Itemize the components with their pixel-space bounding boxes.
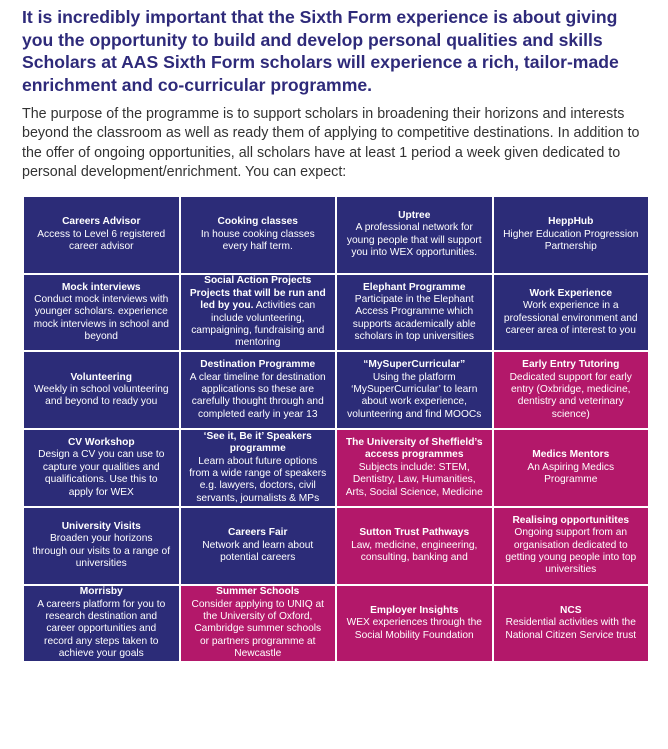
cell-desc: Higher Education Progression Partnership [503, 228, 639, 253]
cell-title: Sutton Trust Pathways [359, 527, 470, 539]
cell-social-action-projects [181, 275, 336, 351]
cell-work-experience [494, 275, 649, 351]
cell-desc: An Aspiring Medics Programme [527, 461, 615, 486]
cell-early-entry-tutoring [494, 352, 649, 428]
cell-desc: Law, medicine, engineering, consulting, banking and [351, 539, 478, 563]
cell-title: Realising opportunitites [512, 514, 630, 526]
cell-medics-mentors [494, 430, 649, 506]
cell-desc: Dedicated support for early entry (Oxbridge, medicine, dentistry and veterinary science) [509, 371, 632, 420]
intro-paragraph: The purpose of the programme is to support scholars in broadening their horizons and interests beyond the classroom as well as ready them of applying to competitive destinations. In addition to the offer of ongoing opportunities, all scholars have at least 1 period a week given dedicated to personal development/enrichment. You can expect: [22, 106, 640, 180]
cell-desc: Subjects include: STEM, Dentistry, Law, Humanities, Arts, Social Science, Medicine [345, 461, 483, 498]
cell-title: Mock interviews [61, 281, 141, 293]
cell-hepphub [494, 197, 649, 273]
cell-volunteering [24, 352, 179, 428]
cell-desc: Activities can include volunteering, campaigning, fundraising and mentoring [191, 300, 325, 349]
cell-summer-schools [181, 586, 336, 662]
cell-cv-workshop [24, 430, 179, 506]
cell-mysupercurricular [337, 352, 492, 428]
cell-see-it-be-it [181, 430, 336, 506]
cell-realising-opportunities [494, 508, 649, 584]
cell-desc: Ongoing support from an organisation dedicated to getting young people into top universities [505, 527, 637, 576]
cell-title: Medics Mentors [532, 449, 610, 461]
cell-desc: Access to Level 6 registered career advisor [37, 228, 166, 253]
cell-morrisby [24, 586, 179, 662]
cell-desc: A careers platform for you to research destination and career opportunities and record any steps taken to achieve your goals [37, 598, 166, 660]
opportunities-grid [24, 197, 648, 739]
cell-title: University Visits [61, 520, 141, 532]
cell-elephant-programme [337, 275, 492, 351]
cell-employer-insights [337, 586, 492, 662]
cell-sheffield-access [337, 430, 492, 506]
cell-desc-wrap [189, 288, 328, 350]
cell-title: CV Workshop [67, 436, 135, 448]
cell-desc: WEX experiences through the Social Mobility Foundation [346, 617, 482, 641]
cell-desc: A professional network for young people that will support you into WEX opportunities. [346, 222, 482, 259]
cell-careers-fair [181, 508, 336, 584]
cell-sutton-trust [337, 508, 492, 584]
cell-title: Destination Programme [200, 359, 316, 371]
cell-desc: Work experience in a professional environment and career area of interest to you [503, 300, 638, 336]
cell-title: Summer Schools [216, 586, 300, 598]
cell-title: Work Experience [529, 287, 612, 299]
cell-desc: Residential activities with the National Citizen Service trust [505, 617, 637, 641]
cell-cooking-classes [181, 197, 336, 273]
cell-title: Employer Insights [370, 604, 459, 616]
cell-title: HeppHub [548, 216, 594, 228]
cell-title: Early Entry Tutoring [522, 359, 620, 371]
cell-title: “MySuperCurricular” [363, 359, 466, 371]
cell-title: Morrisby [79, 586, 123, 598]
cell-desc: A clear timeline for destination applications so these are carefully thought through and completed early in year 13 [189, 371, 326, 420]
cell-title: Careers Advisor [62, 216, 141, 228]
cell-desc: Learn about future options from a wide range of speakers e.g. lawyers, doctors, civil servants, journalists & MPs [189, 455, 327, 504]
cell-desc: Consider applying to UNIQ at the University of Oxford, Cambridge summer schools or partners programme at Newcastle [191, 598, 324, 660]
cell-title: The University of Sheffield’s access programmes [345, 436, 483, 461]
cell-ncs [494, 586, 649, 662]
cell-desc: Weekly in school volunteering and beyond to ready you [33, 384, 169, 408]
cell-careers-advisor [24, 197, 179, 273]
cell-title: Volunteering [70, 371, 132, 383]
cell-desc: Network and learn about potential careers [202, 539, 314, 563]
cell-desc: Design a CV you can use to capture your qualities and qualifications. Use this to apply for WEX [38, 449, 165, 498]
cell-desc: Using the platform ‘MySuperCurricular’ to learn about work experience, volunteering and find MOOCs [347, 371, 482, 420]
cell-mock-interviews [24, 275, 179, 351]
cell-destination-programme [181, 352, 336, 428]
cell-desc: In house cooking classes every half term. [200, 228, 315, 253]
cell-university-visits [24, 508, 179, 584]
cell-title: NCS [559, 604, 582, 616]
cell-desc: Conduct mock interviews with younger scholars. experience mock interviews in school and beyond [33, 293, 169, 343]
cell-uptree [337, 197, 492, 273]
cell-title: Careers Fair [228, 527, 288, 539]
cell-desc: Participate in the Elephant Access Programme which supports academically able scholars in top universities [352, 293, 476, 343]
cell-title: Social Action Projects [204, 275, 312, 287]
cell-title: Elephant Programme [363, 281, 466, 293]
cell-desc-bold: Projects that will be run and led by you. [189, 287, 326, 312]
cell-title: Cooking classes [217, 216, 298, 228]
cell-title: ‘See it, Be it’ Speakers programme [203, 430, 312, 455]
page-heading: It is incredibly important that the Sixth Form experience is about giving you the opportunity to build and develop personal qualities and skills Scholars at AAS Sixth Form scholars will experience a rich, tailor-made enrichment and co-curricular programme. [22, 7, 619, 95]
cell-title: Uptree [398, 210, 431, 222]
cell-desc: Broaden your horizons through our visits to a range of universities [32, 533, 171, 570]
